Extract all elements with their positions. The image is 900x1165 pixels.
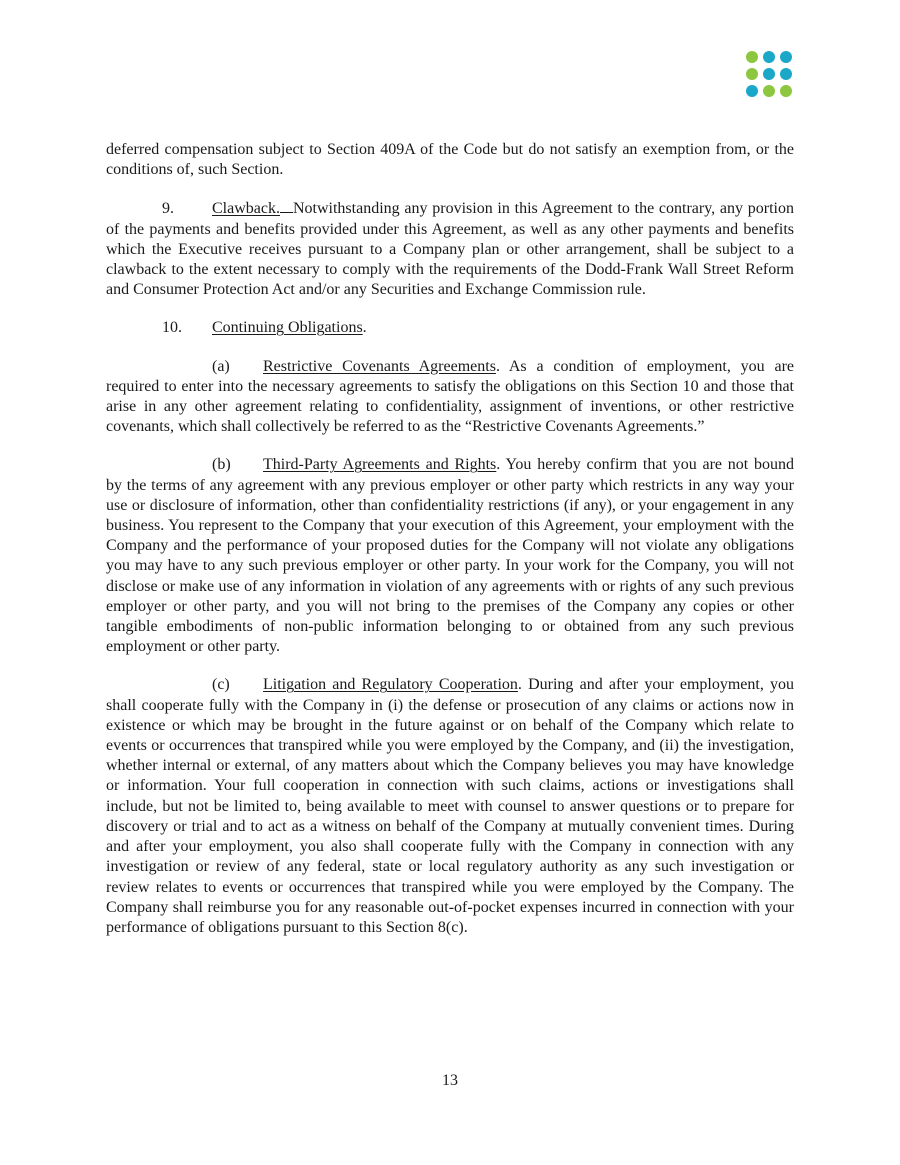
section-number: 10. xyxy=(162,319,182,337)
subsection-label: (c) xyxy=(212,676,230,694)
section-body: Notwithstanding any provision in this Agreement to the contrary, any portion of the payments and benefits provided under this Agreement, as well as any other payments and benefits which the Executive receives pursuant to a Company plan or other arrangement, shall be subject to a clawback to the extent necessary to comply with the requirements of the Dodd-Frank Wall Street Reform and Consumer Protection Act and/or any Securities and Exchange Commission rule. xyxy=(106,200,794,299)
section-10c xyxy=(106,675,794,938)
logo-dot xyxy=(763,85,775,97)
section-10-heading xyxy=(106,318,794,338)
section-10b xyxy=(106,455,794,657)
subsection-label: (a) xyxy=(212,357,230,375)
subsection-heading: Litigation and Regulatory Cooperation xyxy=(263,676,518,694)
logo-dot xyxy=(746,85,758,97)
subsection-label: (b) xyxy=(212,456,231,474)
page-number: 13 xyxy=(442,1072,458,1089)
heading-punctuation: . xyxy=(362,319,367,337)
section-10a xyxy=(106,357,794,438)
logo-dot xyxy=(780,85,792,97)
logo-dot xyxy=(780,51,792,63)
section-heading: Clawback. xyxy=(212,200,280,218)
section-number: 9. xyxy=(162,200,174,218)
section-heading: Continuing Obligations xyxy=(212,319,363,337)
logo-dot xyxy=(746,68,758,80)
logo-dot xyxy=(763,51,775,63)
logo-dot xyxy=(780,68,792,80)
subsection-heading: Restrictive Covenants Agreements xyxy=(263,357,496,375)
company-logo xyxy=(746,51,792,97)
subsection-body: . During and after your employment, you shall cooperate fully with the Company in (i) the defense or prosecution of any claims or actions now in existence or which may be brought in the future against or on behalf of the Company which relate to events or occurrences that transpired while you were employed by the Company, and (ii) the investigation, whether internal or external, of any matters about which the Company believes you may have knowledge or information. Your full cooperation in connection with such claims, actions or investigations shall include, but not be limited to, being available to meet with counsel to answer questions or to prepare for discovery or trial and to act as a witness on behalf of the Company at mutually convenient times. During and after your employment, you also shall cooperate fully with the Company in connection with any investigation or review of any federal, state or local regulatory authority as any such investigation or review relates to events or occurrences that transpired while you were employed by the Company. The Company shall reimburse you for any reasonable out-of-pocket expenses incurred in connection with your performance of obligations pursuant to this Section 8(c). xyxy=(106,676,795,936)
intro-paragraph: deferred compensation subject to Section 409A of the Code but do not satisfy an exemption from, or the conditions of, such Section. xyxy=(106,141,794,179)
subsection-body: . You hereby confirm that you are not bound by the terms of any agreement with any previous employer or other party which restricts in any way your use or disclosure of information, other than confidentiality restrictions (if any), or your engagement in any business. You represent to the Company that your execution of this Agreement, your employment with the Company and the performance of your proposed duties for the Company will not violate any obligations you may have to any such previous employer or other party. In your work for the Company, you will not disclose or make use of any information in violation of any agreements with or rights of any such previous employer or other party, and you will not bring to the premises of the Company any copies or other tangible embodiments of non-public information belonging to or obtained from any such previous employment or other party. xyxy=(106,456,794,656)
subsection-body: . As a condition of employment, you are required to enter into the necessary agreements to satisfy the obligations on this Section 10 and those that arise in any other agreement relating to confidentiality, assignment of inventions, or other restrictive covenants, which shall collectively be referred to as the “Restrictive Covenants Agreements.” xyxy=(106,357,795,436)
document-body xyxy=(106,140,794,956)
subsection-heading: Third-Party Agreements and Rights xyxy=(263,456,497,474)
logo-dot xyxy=(746,51,758,63)
logo-dot xyxy=(763,68,775,80)
section-9-clawback xyxy=(106,198,794,300)
